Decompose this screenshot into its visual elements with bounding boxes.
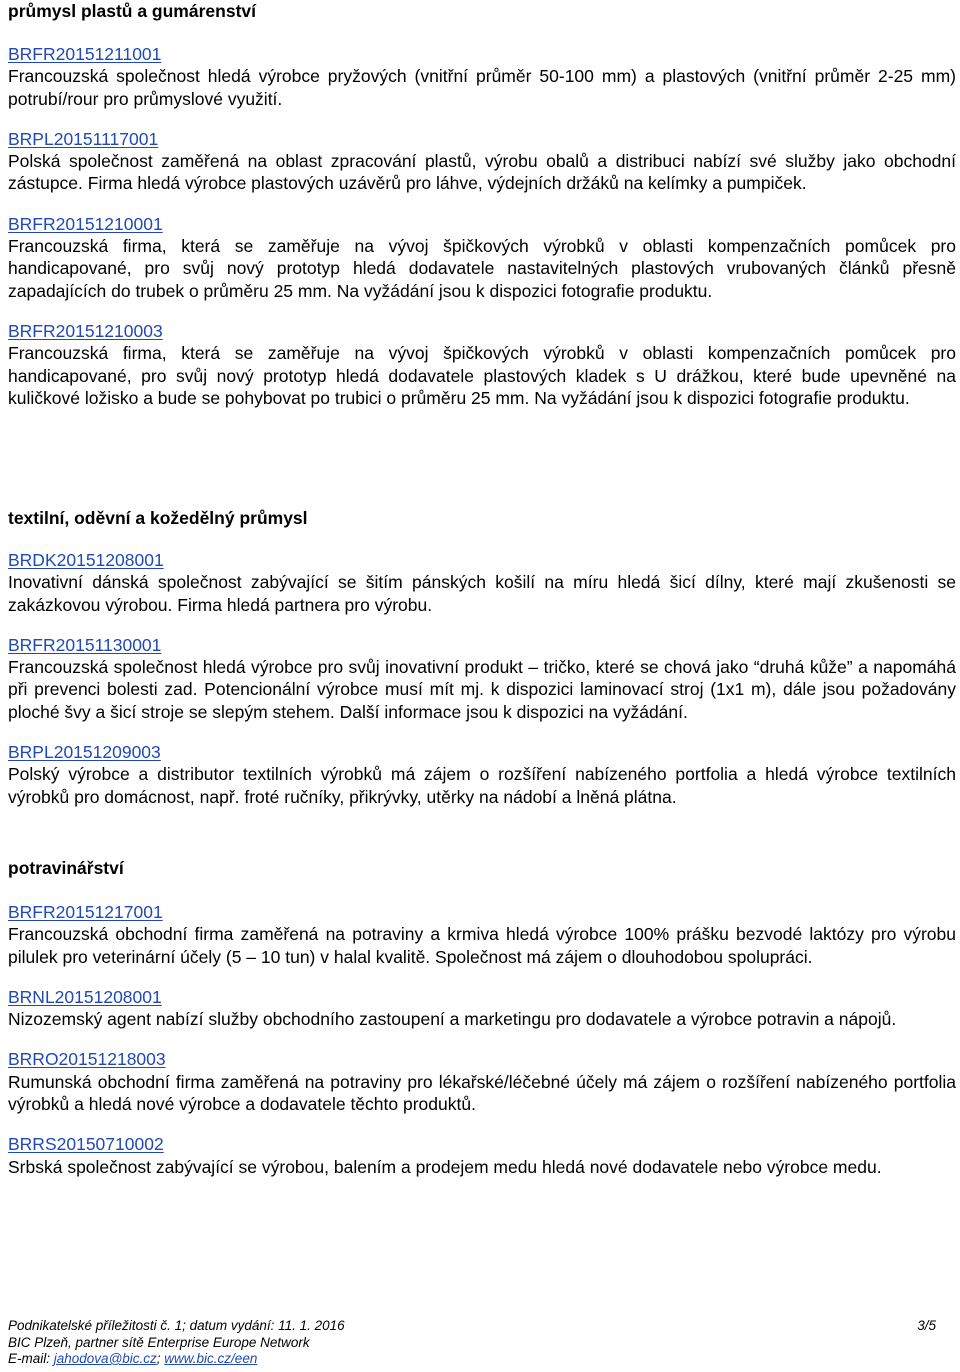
entry-description: Francouzská společnost hledá výrobce pryžových (vnitřní průměr 50-100 mm) a plastových (vnitřní průměr 2-25 mm) potrubí/rour pro průmyslové využití. — [8, 66, 956, 109]
reference-link[interactable]: BRFR20151130001 — [8, 634, 162, 655]
page-number: 3/5 — [917, 1318, 936, 1333]
list-item — [8, 1048, 956, 1115]
reference-link[interactable]: BRRO20151218003 — [8, 1049, 166, 1070]
list-item — [8, 320, 956, 409]
list-item — [8, 549, 956, 616]
list-item — [8, 741, 956, 808]
email-link[interactable]: jahodova@bic.cz — [53, 1351, 157, 1366]
page-footer — [8, 1318, 936, 1368]
list-item — [8, 213, 956, 302]
entry-description: Polský výrobce a distributor textilních výrobků má zájem o rozšíření nabízeného portfolia a hledá výrobce textilních výrobků pro domácnost, např. froté ručníky, přikrývky, utěrky na nádobí a lněná plátna. — [8, 764, 956, 807]
entry-description: Rumunská obchodní firma zaměřená na potraviny pro lékařské/léčebné účely má zájem o rozšíření nabízeného portfolia výrobků a hledá nové výrobce a dodavatele těchto produktů. — [8, 1071, 956, 1115]
footer-email-label: E-mail: — [8, 1351, 54, 1366]
list-item — [8, 634, 956, 723]
entry-description: Polská společnost zaměřená na oblast zpracování plastů, výrobu obalů a distribuci nabízí své služby jako obchodní zástupce. Firma hledá výrobce plastových uzávěrů pro láhve, výdejních držáků na kelímky a pumpiček. — [8, 151, 956, 194]
reference-link[interactable]: BRPL20151117001 — [8, 128, 159, 149]
section-heading: textilní, oděvní a kožedělný průmysl — [8, 508, 308, 528]
footer-publication: Podnikatelské příležitosti č. 1; datum vydání: 11. 1. 2016 — [8, 1318, 345, 1333]
reference-link[interactable]: BRFR20151211001 — [8, 44, 162, 64]
reference-link[interactable]: BRFR20151210001 — [8, 213, 163, 234]
list-item — [8, 128, 956, 195]
reference-link[interactable]: BRNL20151208001 — [8, 986, 162, 1007]
section-plastics — [8, 0, 956, 409]
section-food — [8, 857, 956, 1178]
section-textile — [8, 507, 956, 808]
footer-contact — [8, 1351, 936, 1368]
entry-description: Srbská společnost zabývající se výrobou, balením a prodejem medu hledá nové dodavatele nebo výrobce medu. — [8, 1156, 882, 1177]
list-item — [8, 1133, 956, 1178]
website-link[interactable]: www.bic.cz/een — [164, 1351, 258, 1366]
entry-description: Nizozemský agent nabízí služby obchodního zastoupení a marketingu pro dodavatele a výrobce potravin a nápojů. — [8, 1009, 897, 1030]
entry-description: Francouzská firma, která se zaměřuje na vývoj špičkových výrobků v oblasti kompenzačních pomůcek pro handicapované, pro svůj nový prototyp hledá dodavatele nastavitelných plastových vrubovaných článků přesně zapadajících do trubek o průměru 25 mm. Na vyžádání jsou k dispozici fotografie produktu. — [8, 236, 956, 301]
footer-separator: ; — [156, 1351, 165, 1366]
list-item — [8, 986, 956, 1031]
entry-description: Inovativní dánská společnost zabývající se šitím pánských košilí na míru hledá šicí dílny, které mají zkušenosti se zakázkovou výrobou. Firma hledá partnera pro výrobu. — [8, 572, 956, 615]
section-heading: průmysl plastů a gumárenství — [8, 1, 256, 21]
footer-organization: BIC Plzeň, partner sítě Enterprise Europe Network — [8, 1334, 310, 1350]
entry-description: Francouzská obchodní firma zaměřená na potraviny a krmiva hledá výrobce 100% prášku bezvodé laktózy pro výrobu pilulek pro veterinární účely (5 – 10 tun) v halal kvalitě. Společnost má zájem o dlouhodobou spolupráci. — [8, 924, 956, 967]
list-item — [8, 901, 956, 968]
reference-link[interactable]: BRRS20150710002 — [8, 1134, 164, 1155]
reference-link[interactable]: BRFR20151210003 — [8, 320, 163, 341]
reference-link[interactable]: BRDK20151208001 — [8, 550, 164, 570]
reference-link[interactable]: BRPL20151209003 — [8, 742, 161, 763]
entry-description: Francouzská firma, která se zaměřuje na vývoj špičkových výrobků v oblasti kompenzačních pomůcek pro handicapované, pro svůj nový prototyp hledá dodavatele plastových kladek s U drážkou, které bude upevněné na kuličkové ložisko a bude se pohybovat po trubici o průměru 25 mm. Na vyžádání jsou k dispozici fotografie produktu. — [8, 343, 956, 408]
section-heading: potravinářství — [8, 858, 124, 878]
entry-description: Francouzská společnost hledá výrobce pro svůj inovativní produkt – tričko, které se chová jako “druhá kůže” a napomáhá při prevenci bolesti zad. Potencionální výrobce musí mít mj. k dispozici laminovací stroj (1x1 m), dále jsou požadovány ploché švy a šicí stroje se slepým stehem. Další informace jsou k dispozici na vyžádání. — [8, 657, 956, 722]
reference-link[interactable]: BRFR20151217001 — [8, 902, 163, 922]
footer-row — [8, 1318, 936, 1335]
list-item — [8, 43, 956, 110]
